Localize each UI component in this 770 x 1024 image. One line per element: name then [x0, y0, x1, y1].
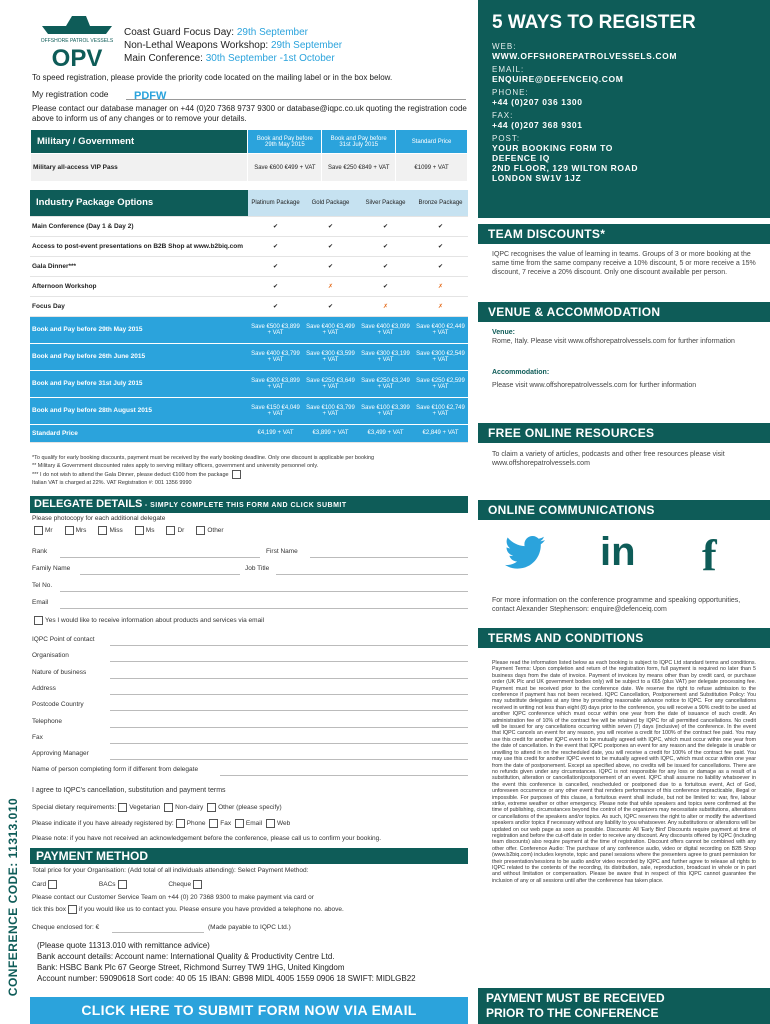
logo-text: OPV	[51, 45, 103, 72]
title-miss-checkbox[interactable]	[98, 526, 107, 535]
family-name-field[interactable]	[80, 574, 240, 575]
non-dairy-checkbox[interactable]	[164, 803, 173, 812]
bacs-checkbox[interactable]	[118, 880, 127, 889]
team-discounts-text: IQPC recognises the value of learning in teams. Groups of 3 or more booking at the same time from the same company receive a 10% discount, 5 or more receive a 15% discount, 7 receive a 20% discount. Only one discount available per person.	[492, 251, 756, 276]
rank-label: Rank	[32, 548, 48, 555]
field-input[interactable]	[110, 678, 468, 679]
field-input[interactable]	[220, 775, 468, 776]
payment-notice: PAYMENT MUST BE RECEIVED PRIOR TO THE CONFERENCE	[478, 988, 770, 1024]
military-table: Military / Government Book and Pay before 29th May 2015 Book and Pay before 31st July 2015 Standard Price Military all-access VIP Pass Save €600 €499 + VAT Save €250 €849 + VAT €1099 + VAT	[30, 129, 468, 182]
rank-field[interactable]	[60, 557, 260, 558]
opv-logo	[36, 6, 118, 74]
intro-text: To speed registration, please provide the priority code located on the mailing label or in the box below.	[32, 73, 393, 82]
field-label: Postcode Country	[32, 701, 84, 709]
venue-header: VENUE & ACCOMMODATION	[478, 302, 770, 322]
family-name-label: Family Name	[32, 565, 71, 572]
table-row: Book and Pay before 29th May 2015 Save €500 €3,899 + VAT Save €400 €3,499 + VAT Save €400 €3,099 + VAT Save €400 €2,449 + VAT	[30, 316, 468, 343]
email-checkbox[interactable]	[235, 819, 244, 828]
field-label: Name of person completing form if different from delegate	[32, 766, 199, 774]
table-row: Book and Pay before 28th August 2015 Save €150 €4,049 + VAT Save €100 €3,799 + VAT Save €100 €3,399 + VAT Save €100 €2,749 + VAT	[30, 397, 468, 424]
card-checkbox[interactable]	[48, 880, 57, 889]
title-dr-checkbox[interactable]	[166, 526, 175, 535]
photocopy-note: Please photocopy for each additional delegate	[32, 515, 166, 522]
first-name-label: First Name	[266, 548, 298, 555]
field-input[interactable]	[110, 661, 468, 662]
online-comms-text: For more information on the conference programme and speaking opportunities, contact Alexander Stephenson: enquire@defenceiq.com	[492, 597, 741, 613]
field-input[interactable]	[110, 743, 468, 744]
conference-code: CONFERENCE CODE: 11313.010	[6, 797, 20, 997]
payment-header: PAYMENT METHOD	[30, 848, 468, 864]
dietary-row: Special dietary requirements: Vegetarian Non-dairy Other (please specify)	[32, 804, 282, 812]
registered-by-row: Please indicate if you have already registered by: Phone Fax Email Web	[32, 820, 291, 828]
conference-dates: Coast Guard Focus Day: 29th September Non-Lethal Weapons Workshop: 29th September Main Conference: 30th September -1st October	[124, 27, 343, 64]
table-row: Afternoon Workshop ✔ ✗ ✔ ✗	[30, 276, 468, 296]
reg-code-field[interactable]: PDFW	[126, 86, 466, 100]
register-title: 5 WAYS TO REGISTER	[492, 12, 696, 33]
facebook-icon[interactable]: f	[702, 531, 717, 580]
table-row: Access to post-event presentations on B2B Shop at www.b2biq.com ✔ ✔ ✔ ✔	[30, 236, 468, 256]
email-optin-checkbox[interactable]	[34, 616, 43, 625]
tel-label: Tel No.	[32, 582, 53, 589]
email-field[interactable]	[60, 608, 468, 609]
terms-header: TERMS AND CONDITIONS	[478, 628, 770, 648]
payable-note: (Made payable to IQPC Ltd.)	[208, 924, 291, 931]
field-input[interactable]	[110, 645, 468, 646]
title-mrs-checkbox[interactable]	[65, 526, 74, 535]
web-checkbox[interactable]	[266, 819, 275, 828]
title-checkboxes: Mr Mrs Miss Ms Dr Other	[32, 526, 234, 535]
payment-total-label: Total price for your Organisation: (Add total of all individuals attending): Select Payment Method:	[32, 867, 309, 874]
gala-opt-out-checkbox[interactable]	[232, 470, 241, 479]
field-label: IQPC Point of contact	[32, 636, 95, 643]
register-panel: 5 WAYS TO REGISTER WEB: WWW.OFFSHOREPATROLVESSELS.COM EMAIL: ENQUIRE@DEFENCEIQ.COM PHONE: +44 (0)207 036 1300 FAX: +44 (0)207 368 9301 POST: YOUR BOOKING FORM TO DEFENCE IQ 2ND FLOOR, 129 WILTON ROAD LONDON SW1V 1JZ	[478, 0, 770, 218]
cheque-checkbox[interactable]	[193, 880, 202, 889]
online-comms-header: ONLINE COMMUNICATIONS	[478, 500, 770, 520]
cheque-enclosed-label: Cheque enclosed for: €	[32, 924, 100, 931]
cheque-amount-field[interactable]	[112, 932, 204, 933]
field-label: Address	[32, 684, 56, 692]
field-label: Nature of business	[32, 668, 87, 676]
venue-info: Venue: Rome, Italy. Please visit www.offshorepatrolvessels.com for further information Accommodation: Please visit www.offshorepatrolvessels.com for further information	[492, 329, 735, 389]
field-label: Telephone	[32, 717, 62, 725]
database-contact: Please contact our database manager on +44 (0)20 7368 9737 9300 or database@iqpc.co.uk quoting the registration code above to inform us of any changes or to remove your details.	[32, 104, 467, 123]
table-row: Standard Price €4,199 + VAT €3,899 + VAT €3,499 + VAT €2,849 + VAT	[30, 424, 468, 442]
reg-code-label: My registration code	[32, 89, 109, 99]
customer-service-text: Please contact our Customer Service Team on +44 (0) 20 7368 9300 to make payment via card or	[32, 894, 314, 901]
title-ms-checkbox[interactable]	[135, 526, 144, 535]
field-input[interactable]	[110, 759, 468, 760]
table-row: Focus Day ✔ ✔ ✗ ✗	[30, 296, 468, 316]
agree-label: I agree to IQPC's cancellation, substitution and payment terms	[32, 787, 226, 794]
field-input[interactable]	[110, 710, 468, 711]
field-label: Fax	[32, 733, 43, 741]
booking-notes: *To qualify for early booking discounts, payment must be received by the early booking deadline. Only one discount is applicable per booking ** Military & Government discounted rates apply to serving military officers, government and university personnel only. *** I do not wish to attend the Gala Dinner, please deduct €100 from the package Italian VAT is charged at 22%. VAT Registration #: 001 1356 9990	[32, 455, 375, 486]
other-diet-checkbox[interactable]	[207, 803, 216, 812]
table-row: Book and Pay before 31st July 2015 Save €300 €3,899 + VAT Save €250 €3,649 + VAT Save €250 €3,249 + VAT Save €250 €2,599 + VAT	[30, 370, 468, 397]
logo-sub: OFFSHORE PATROL VESSELS	[40, 38, 114, 44]
twitter-icon[interactable]	[504, 536, 546, 577]
phone-checkbox[interactable]	[176, 819, 185, 828]
title-mr-checkbox[interactable]	[34, 526, 43, 535]
resources-text: To claim a variety of articles, podcasts and other free resources please visit www.offshorepatrolvessels.com	[492, 451, 725, 467]
resources-header: FREE ONLINE RESOURCES	[478, 423, 770, 443]
table-row: Book and Pay before 26th June 2015 Save €400 €3,799 + VAT Save €300 €3,599 + VAT Save €300 €3,199 + VAT Save €300 €2,549 + VAT	[30, 343, 468, 370]
payment-method-row: Card BACs Cheque	[32, 880, 204, 889]
field-input[interactable]	[110, 694, 468, 695]
bank-details: (Please quote 11313.010 with remittance advice) Bank account details: Account name: International Quality & Productivity Centre Ltd. Bank: HSBC Bank Plc 67 George Street, Richmond Surrey TW9 1HG, United Kingdom Account number: 59090618 Sort code: 40 05 15 IBAN: GB98 MIDL 4005 1559 0906 18 SWIFT: MIDLGB22	[37, 941, 416, 983]
submit-via-email-button[interactable]: CLICK HERE TO SUBMIT FORM NOW VIA EMAIL	[30, 997, 468, 1024]
fax-number: +44 (0)207 368 9301	[492, 120, 583, 130]
contact-me-checkbox[interactable]	[68, 905, 77, 914]
job-title-label: Job Title	[245, 565, 270, 572]
email-link[interactable]: ENQUIRE@DEFENCEIQ.COM	[492, 74, 624, 84]
website-link[interactable]: WWW.OFFSHOREPATROLVESSELS.COM	[492, 51, 678, 61]
field-label: Organisation	[32, 652, 69, 660]
acknowledgement-note: Please note: if you have not received an acknowledgement before the conference, please call us to confirm your booking.	[32, 835, 382, 842]
fax-checkbox[interactable]	[209, 819, 218, 828]
terms-text: Please read the information listed below as each booking is subject to IQPC Ltd standard terms and conditions. Payment Terms: Upon completion and return of the registration form, full payment is required no later than 5 business days from the date of invoice. Payment of invoices by means other than by credit card, or purchase order (UK Plc and UK government bodies only) will be subject to a €65 (plus VAT) per delegate processing fee. Payment must be received prior to the conference date. We reserve the right to refuse admission to the conference if payment has not been received. IQPC Cancellation, Postponement and Substitution Policy: You may substitute delegates at any time by providing reasonable advance notice to IQPC. For any cancellations received in writing not less than eight (8) days prior to the conference, you will receive a 90% credit to be used at another IQPC conference which must occur within one year from the date of issuance of such credit. An administration fee of 10% of the contract fee will be retained by IQPC for all permitted cancellations. No credit will be issued for any cancellations occurring within seven (7) days (inclusive) of the conference. In the event that IQPC cancels an event for any reason, you will receive a credit for 100% of the contract fee paid. You may use this credit for another IQPC event to be mutually agreed with IQPC, which must occur within one year from the date of cancellation. In the event that IQPC postpones an event for any reason and the delegate is unable or unwilling to attend in on the rescheduled date, you will receive a credit for 100% of the contract fee paid. You may use this credit for another IQPC event to be mutually agreed with IQPC, which must occur within one year from the date of postponement. Except as specified above, no credits will be issued for cancellations. There are no refunds given under any circumstances. IQPC is not responsible for any loss or damage as a result of a substitution, alteration or cancellation/postponement of an event. IQPC shall assume no liability whatsoever in the event this conference is cancelled, rescheduled or postponed due to a fortuitous event, Act of God, unforeseen occurrence or any other event that renders performance of this conference impracticable, illegal or impossible. For purposes of this clause, a fortuitous event shall include, but not be limited to: war, fire, labour strike, extreme weather or other emergency. Please note that while speakers and topics were confirmed at the time of publishing, circumstances beyond the control of the organizers may necessitate substitutions, alterations or cancellations of the speakers and/or topics. As such, IQPC reserves the right to alter or modify the advertised speakers and/or topics if necessary without any liability to you whatsoever. Any substitutions or alterations will be updated on our web page as soon as possible. Discounts: All 'Early Bird' Discounts require payment at time of registration and before the cut-off date in order to receive any discount. Any discounts offered by IQPC (including team discounts) also require payment at the time of registration. Discount offers cannot be combined with any other offer. Conference Audio: The purchase of any conference audio, video or digital recording on B2B Shop (www.b2biq.com) includes keynote, topic and panel sessions where the presenters agree to grant permission for their presentation/sessions to be audio and/or video recorded by IQPC and further agree to release all rights to IQPC related to the contents of the recording, its distribution, sale, reproduction, broadcast in whole or in part and without limitation or compensation. Please be aware that in respect of this IQPC cannot guarantee the inclusion of any or all sessions until after the conference has taken place.	[492, 660, 756, 884]
phone-number: +44 (0)207 036 1300	[492, 97, 583, 107]
table-row: Gala Dinner*** ✔ ✔ ✔ ✔	[30, 256, 468, 276]
job-title-field[interactable]	[276, 574, 468, 575]
tel-field[interactable]	[60, 591, 468, 592]
first-name-field[interactable]	[310, 557, 468, 558]
social-icons	[478, 530, 770, 590]
industry-table: Industry Package Options Platinum Package Gold Package Silver Package Bronze Package Main Conference (Day 1 & Day 2) ✔ ✔ ✔ ✔ Access to post-event presentations on B2B Shop at www.b2biq.com ✔ ✔ ✔ ✔ Gala Dinner*** ✔ ✔ ✔ ✔ Afternoon Workshop ✔ ✗ ✔ ✗ Focus Day ✔ ✔ ✗ ✗ Book and Pay before 29th May 2015 Save €500 €3,899 + VAT Save €400 €3,499 + VAT Save €400 €3,099 + VAT Save €400 €2,449 + VAT Book and Pay before 26th June 2015 Save €400 €3,799 + VAT Save €300 €3,599 + VAT Save €300 €3,199 + VAT Save €300 €2,549 + VAT Book and Pay before 31st July 2015 Save €300 €3,899 + VAT Save €250 €3,649 + VAT Save €250 €3,249 + VAT Save €250 €2,599 + VAT Book and Pay before 28th August 2015 Save €150 €4,049 + VAT Save €100 €3,799 + VAT Save €100 €3,399 + VAT Save €100 €2,749 + VAT Standard Price €4,199 + VAT €3,899 + VAT €3,499 + VAT €2,849 + VAT	[30, 190, 468, 443]
table-row: Main Conference (Day 1 & Day 2) ✔ ✔ ✔ ✔	[30, 216, 468, 236]
field-input[interactable]	[110, 727, 468, 728]
delegate-header: DELEGATE DETAILS - SIMPLY COMPLETE THIS FORM AND CLICK SUBMIT	[30, 496, 468, 513]
team-discounts-header: TEAM DISCOUNTS*	[478, 224, 770, 244]
vegetarian-checkbox[interactable]	[118, 803, 127, 812]
email-optin-label: Yes I would like to receive information about products and services via email	[45, 617, 265, 625]
title-other-checkbox[interactable]	[196, 526, 205, 535]
linkedin-icon[interactable]: in	[600, 530, 636, 574]
email-label: Email	[32, 599, 49, 606]
field-label: Approving Manager	[32, 750, 89, 758]
